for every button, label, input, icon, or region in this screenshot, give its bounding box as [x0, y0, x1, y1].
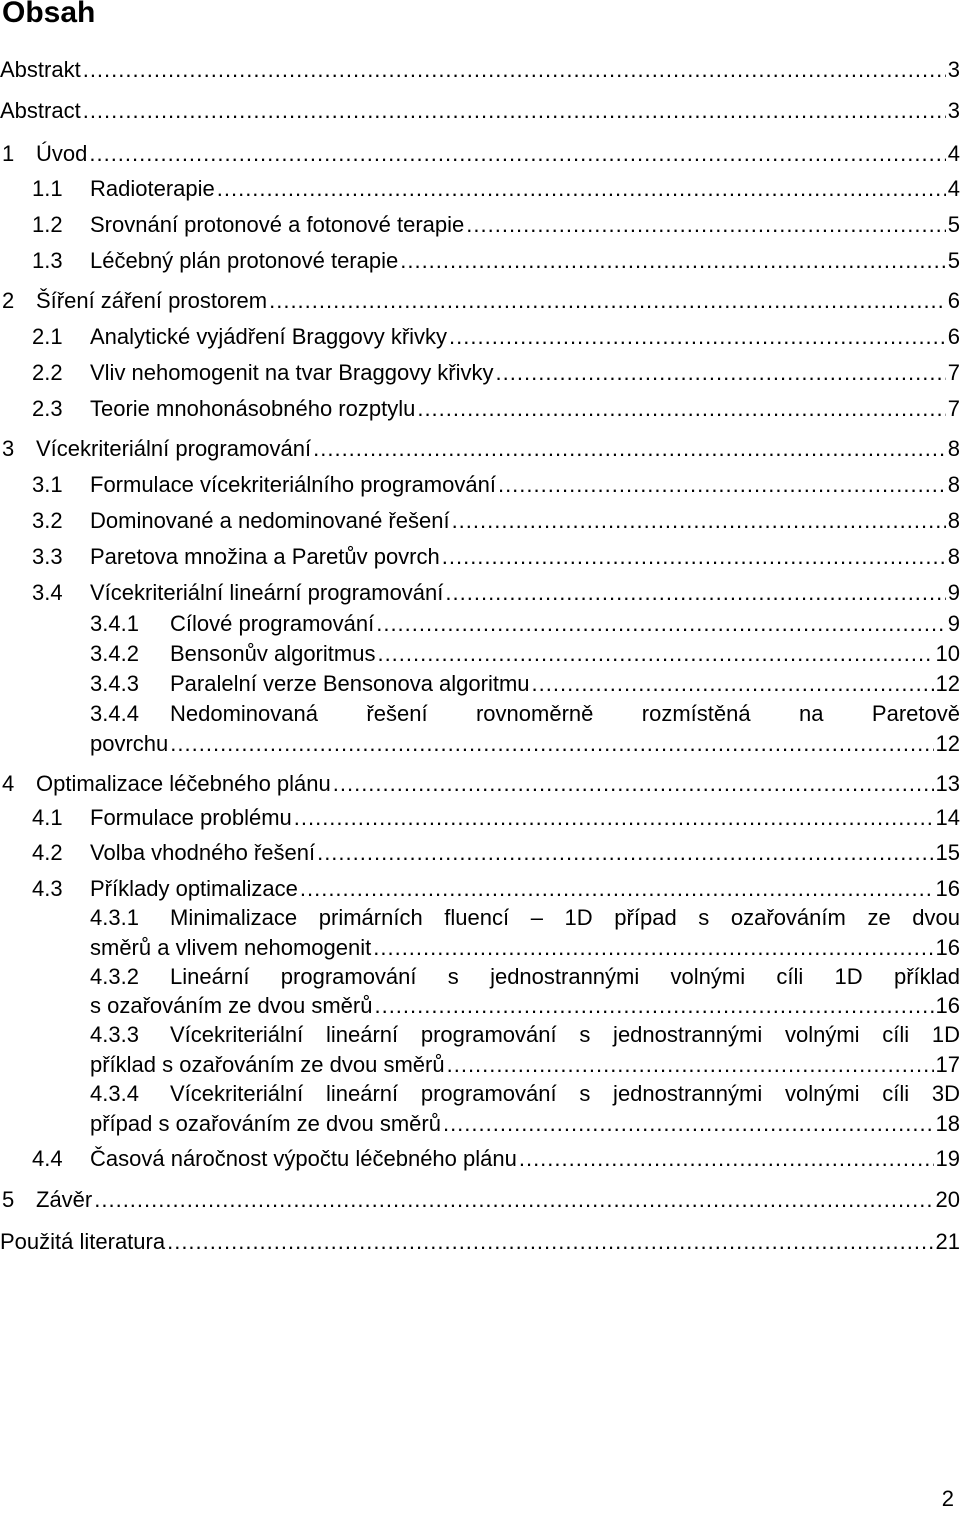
- leader-dots: [217, 174, 946, 204]
- toc-entry-line: [90, 838, 960, 868]
- toc-entry[interactable]: [0, 1079, 960, 1109]
- toc-entry-number: 3: [2, 436, 15, 461]
- toc-entry-title: Optimalizace léčebného plánu: [36, 771, 331, 796]
- toc-entry-title: Závěr: [36, 1187, 93, 1212]
- toc-entry-title: Vícekriteriální lineární programování: [90, 580, 444, 605]
- toc-entry-title: Srovnání protonové a fotonové terapie: [90, 212, 465, 237]
- toc-entry-page: 8: [947, 544, 960, 569]
- leader-dots: [374, 991, 933, 1021]
- toc-entry[interactable]: [0, 903, 960, 933]
- toc-entry-page: 13: [935, 771, 960, 796]
- toc-entry-number: 2.2: [32, 360, 63, 385]
- toc-entry-page: 9: [947, 611, 960, 636]
- toc-entry-number: 3.4: [32, 580, 63, 605]
- toc-entry-number: 4.3.4: [90, 1081, 139, 1106]
- leader-dots: [532, 669, 934, 699]
- toc-entry-line: [90, 933, 960, 963]
- toc-entry-page: 3: [947, 98, 960, 123]
- toc-entry-number: 3.1: [32, 472, 63, 497]
- leader-dots: [376, 609, 946, 639]
- toc-entry[interactable]: [0, 1144, 960, 1174]
- page-number: 2: [941, 1486, 954, 1511]
- leader-dots: [294, 803, 934, 833]
- toc-entry[interactable]: [0, 578, 960, 608]
- toc-entry[interactable]: [0, 174, 960, 204]
- toc-entry[interactable]: [0, 96, 960, 126]
- toc-entry-number: 1.1: [32, 176, 63, 201]
- toc-entry-title: Časová náročnost výpočtu léčebného plánu: [90, 1146, 517, 1171]
- toc-entry[interactable]: [0, 669, 960, 699]
- toc-entry[interactable]: [0, 506, 960, 536]
- toc-entry-page: 4: [947, 176, 960, 201]
- toc-entry-page: 17: [935, 1052, 960, 1077]
- toc-entry-line: [90, 210, 960, 240]
- toc-entry-page: 6: [947, 288, 960, 313]
- toc-entry[interactable]: [0, 1185, 960, 1215]
- leader-dots: [377, 639, 933, 669]
- toc-entry-line: [36, 139, 960, 169]
- toc-entry-number: 1.2: [32, 212, 63, 237]
- toc-entry-line: [170, 639, 960, 669]
- toc-entry-page: 3: [947, 57, 960, 82]
- toc-entry[interactable]: [0, 838, 960, 868]
- toc-entry-title-line2: příklad s ozařováním ze dvou směrů: [90, 1052, 445, 1077]
- toc-entry-page: 8: [947, 436, 960, 461]
- toc-entry-page: 14: [935, 805, 960, 830]
- toc-entry-page: 5: [947, 248, 960, 273]
- leader-dots: [443, 1109, 934, 1139]
- toc-entry-line: [90, 991, 960, 1021]
- leader-dots: [498, 470, 946, 500]
- toc-entry-title: Radioterapie: [90, 176, 215, 201]
- toc-entry-number: 3.4.1: [90, 611, 139, 636]
- toc-entry-number: 2: [2, 288, 15, 313]
- leader-dots: [449, 322, 946, 352]
- toc-entry-line: [90, 506, 960, 536]
- toc-entry-line: [90, 1050, 960, 1080]
- toc-entry-continuation[interactable]: [0, 1109, 960, 1139]
- toc-entry-number: 4.3: [32, 876, 63, 901]
- toc-entry-page: 4: [947, 141, 960, 166]
- toc-entry[interactable]: [0, 962, 960, 992]
- toc-entry-line: [170, 669, 960, 699]
- toc-entry-line: [90, 470, 960, 500]
- toc-entry-line: [36, 769, 960, 799]
- toc-entry-title: Abstract: [0, 98, 81, 123]
- leader-dots: [333, 769, 934, 799]
- toc-entry-page: 6: [947, 324, 960, 349]
- leader-dots: [447, 1050, 934, 1080]
- toc-entry[interactable]: [0, 358, 960, 388]
- toc-entry-title: Použitá literatura: [0, 1229, 166, 1254]
- toc-entry-line: [90, 174, 960, 204]
- toc-entry-title-line2: případ s ozařováním ze dvou směrů: [90, 1111, 441, 1136]
- toc-entry[interactable]: [0, 434, 960, 464]
- toc-entry-title: Paralelní verze Bensonova algoritmu: [170, 671, 530, 696]
- toc-entry[interactable]: [0, 286, 960, 316]
- toc-entry-title-line1: Vícekriteriální lineární programování s jednostrannými volnými cíli 1D: [170, 1022, 960, 1047]
- toc-entry-page: 19: [935, 1146, 960, 1171]
- toc-entry-page: 8: [947, 508, 960, 533]
- toc-entry-line: [90, 358, 960, 388]
- toc-entry-continuation[interactable]: [0, 991, 960, 1021]
- toc-entry[interactable]: [0, 803, 960, 833]
- toc-entry-line: [90, 874, 960, 904]
- toc-entry[interactable]: [0, 769, 960, 799]
- toc-entry-line: [90, 1144, 960, 1174]
- toc-entry-title: Analytické vyjádření Braggovy křivky: [90, 324, 448, 349]
- toc-entry-line: [36, 434, 960, 464]
- toc-entry-title-line1: Vícekriteriální lineární programování s jednostrannými volnými cíli 3D: [170, 1081, 960, 1106]
- toc-entry-title: Šíření záření prostorem: [36, 288, 268, 313]
- toc-entry-continuation[interactable]: [0, 729, 960, 759]
- toc-entry-title: Cílové programování: [170, 611, 375, 636]
- toc-entry[interactable]: [0, 470, 960, 500]
- leader-dots: [83, 96, 946, 126]
- toc-entry[interactable]: [0, 246, 960, 276]
- leader-dots: [167, 1227, 933, 1257]
- toc-entry-title: Úvod: [36, 141, 88, 166]
- toc-entry-continuation[interactable]: [0, 1050, 960, 1080]
- leader-dots: [313, 434, 946, 464]
- toc-entry-page: 18: [935, 1111, 960, 1136]
- toc-entry-page: 16: [935, 876, 960, 901]
- toc-entry-number: 2.1: [32, 324, 63, 349]
- toc-entry-number: 4.1: [32, 805, 63, 830]
- toc-entry-title: Léčebný plán protonové terapie: [90, 248, 399, 273]
- toc-entry-title: Teorie mnohonásobného rozptylu: [90, 396, 416, 421]
- toc-entry-page: 8: [947, 472, 960, 497]
- toc-entry-line: [90, 322, 960, 352]
- toc-entry-line: [36, 1185, 960, 1215]
- toc-entry-number: 1.3: [32, 248, 63, 273]
- toc-entry-number: 4.3.3: [90, 1022, 139, 1047]
- toc-entry[interactable]: [0, 1020, 960, 1050]
- toc-entry-page: 16: [935, 993, 960, 1018]
- toc-entry[interactable]: [0, 874, 960, 904]
- toc-entry-line: [90, 394, 960, 424]
- leader-dots: [317, 838, 933, 868]
- toc-entry-line: [90, 578, 960, 608]
- toc-entry-line: [90, 542, 960, 572]
- toc-entry[interactable]: [0, 609, 960, 639]
- toc-entry-title: Bensonův algoritmus: [170, 641, 376, 666]
- toc-entry-number: 4: [2, 771, 15, 796]
- toc-entry-line: [90, 729, 960, 759]
- toc-entry[interactable]: [0, 55, 960, 85]
- toc-entry-line: [170, 609, 960, 639]
- toc-entry[interactable]: [0, 639, 960, 669]
- toc-entry-page: 9: [947, 580, 960, 605]
- toc-entry-line: [90, 803, 960, 833]
- leader-dots: [452, 506, 946, 536]
- toc-entry-title-line2: povrchu: [90, 731, 169, 756]
- toc-entry-line: [0, 96, 960, 126]
- leader-dots: [300, 874, 934, 904]
- toc-entry-line: [90, 1109, 960, 1139]
- toc-entry-line: [36, 286, 960, 316]
- toc-entry-number: 3.4.4: [90, 701, 139, 726]
- toc-entry-line: [0, 1227, 960, 1257]
- toc-entry-title: Formulace vícekriteriálního programování: [90, 472, 496, 497]
- toc-entry[interactable]: [0, 1227, 960, 1257]
- toc-entry-number: 4.3.2: [90, 964, 139, 989]
- leader-dots: [373, 933, 933, 963]
- toc-entry-number: 5: [2, 1187, 15, 1212]
- leader-dots: [466, 210, 945, 240]
- toc-entry-line: [0, 55, 960, 85]
- toc-entry-number: 3.3: [32, 544, 63, 569]
- leader-dots: [94, 1185, 933, 1215]
- toc-entry-title: Abstrakt: [0, 57, 81, 82]
- toc-entry-title: Dominované a nedominované řešení: [90, 508, 450, 533]
- toc-entry-page: 12: [935, 671, 960, 696]
- toc-entry[interactable]: [0, 322, 960, 352]
- leader-dots: [519, 1144, 934, 1174]
- toc-entry-page: 7: [947, 396, 960, 421]
- toc-entry-number: 4.3.1: [90, 905, 139, 930]
- toc-entry-number: 3.2: [32, 508, 63, 533]
- leader-dots: [400, 246, 946, 276]
- toc-entry-page: 15: [935, 840, 960, 865]
- leader-dots: [170, 729, 933, 759]
- toc-entry-page: 5: [947, 212, 960, 237]
- toc-entry-page: 12: [935, 731, 960, 756]
- toc-entry-title: Volba vhodného řešení: [90, 840, 316, 865]
- toc-entry-page: 10: [935, 641, 960, 666]
- toc-entry-number: 1: [2, 141, 15, 166]
- toc-entry[interactable]: [0, 394, 960, 424]
- leader-dots: [89, 139, 945, 169]
- toc-entry-page: 16: [935, 935, 960, 960]
- toc-entry[interactable]: [0, 542, 960, 572]
- toc-entry-title: Příklady optimalizace: [90, 876, 298, 901]
- toc-entry-title: Formulace problému: [90, 805, 292, 830]
- leader-dots: [445, 578, 945, 608]
- toc-entry-page: 7: [947, 360, 960, 385]
- toc-entry-title: Vícekriteriální programování: [36, 436, 312, 461]
- toc-entry[interactable]: [0, 139, 960, 169]
- toc-entry-number: 4.4: [32, 1146, 63, 1171]
- leader-dots: [442, 542, 946, 572]
- toc-entry-number: 4.2: [32, 840, 63, 865]
- toc-entry-title-line1: Lineární programování s jednostrannými volnými cíli 1D příklad: [170, 964, 960, 989]
- toc-entry-title-line1: Minimalizace primárních fluencí – 1D případ s ozařováním ze dvou: [170, 905, 960, 930]
- toc-entry[interactable]: [0, 699, 960, 729]
- leader-dots: [417, 394, 945, 424]
- toc-entry-title-line2: směrů a vlivem nehomogenit: [90, 935, 372, 960]
- leader-dots: [496, 358, 946, 388]
- toc-entry[interactable]: [0, 210, 960, 240]
- toc-entry-page: 20: [935, 1187, 960, 1212]
- leader-dots: [83, 55, 946, 85]
- toc-entry-page: 21: [935, 1229, 960, 1254]
- page-title: Obsah: [2, 0, 96, 29]
- toc-entry-number: 3.4.3: [90, 671, 139, 696]
- toc-entry-number: 3.4.2: [90, 641, 139, 666]
- leader-dots: [269, 286, 946, 316]
- toc-entry-line: [90, 246, 960, 276]
- toc-entry-continuation[interactable]: [0, 933, 960, 963]
- toc-entry-title-line1: Nedominovaná řešení rovnoměrně rozmístěná na Paretově: [170, 701, 960, 726]
- toc-entry-number: 2.3: [32, 396, 63, 421]
- toc-entry-title: Paretova množina a Paretův povrch: [90, 544, 440, 569]
- toc-entry-title: Vliv nehomogenit na tvar Braggovy křivky: [90, 360, 494, 385]
- toc-entry-title-line2: s ozařováním ze dvou směrů: [90, 993, 373, 1018]
